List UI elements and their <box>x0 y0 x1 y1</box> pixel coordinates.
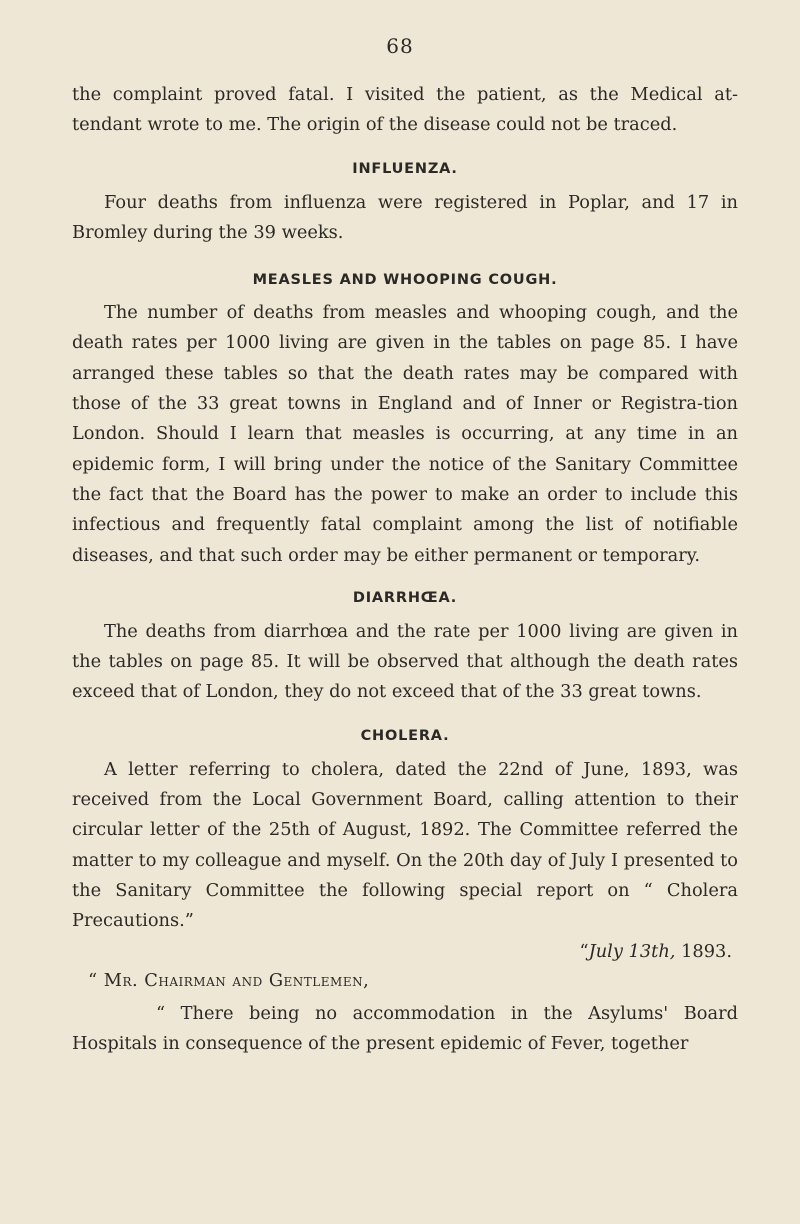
letter-date <box>72 937 738 967</box>
paragraph-influenza: Four deaths from influenza were registered in Poplar, and 17 in Bromley during the 39 weeks. <box>72 191 738 243</box>
heading-cholera: CHOLERA. <box>360 727 450 744</box>
heading-influenza: INFLUENZA. <box>352 160 458 177</box>
page-number: 68 <box>386 34 414 58</box>
heading-measles-whooping-cough: MEASLES AND WHOOPING COUGH. <box>252 272 558 289</box>
paragraph-diarrhoea: The deaths from diarrhœa and the rate per 1000 living are given in the tables on page 85. It will be observed that although the death rates exceed that of London, they do not exceed that of the 33 great towns. <box>72 620 738 703</box>
heading-diarrhoea: DIARRHŒA. <box>352 589 458 606</box>
page-body <box>72 80 738 1059</box>
paragraph-measles: The number of deaths from measles and whooping cough, and the death rates per 1000 living are given in the tables on page 85. I have arranged these tables so that the death rates may be compared with those of the 33 great towns in England and of Inner or Registra-tion London. Should I learn that measles is occurring, at any time in an epidemic form, I will bring under the notice of the Sanitary Committee the fact that the Board has the power to make an order to include this infectious and frequently fatal complaint among the list of notifiable diseases, and that such order may be either permanent or temporary. <box>72 302 738 566</box>
letter-salutation: “ Mr. Chairman and Gentlemen, <box>88 969 370 991</box>
paragraph-cholera: A letter referring to cholera, dated the 22nd of June, 1893, was received from the Local Government Board, calling attention to their circular letter of the 25th of August, 1892. The Committee referred the matter to my colleague and myself. On the 20th day of July I presented to the Sanitary Committee the following special report on “ Cholera Precautions.” <box>72 758 738 932</box>
letter-date-quote: “ <box>579 940 589 962</box>
paragraph-intro: the complaint proved fatal. I visited the patient, as the Medical at-tendant wrote to me. The origin of the disease could not be traced. <box>72 84 738 136</box>
letter-date-year: 1893. <box>675 940 732 962</box>
letter-date-month-day: July 13th, <box>588 940 676 962</box>
paragraph-letter-body: “ There being no accommodation in the Asylums' Board Hospitals in consequence of the present epidemic of Fever, together <box>72 1002 738 1054</box>
